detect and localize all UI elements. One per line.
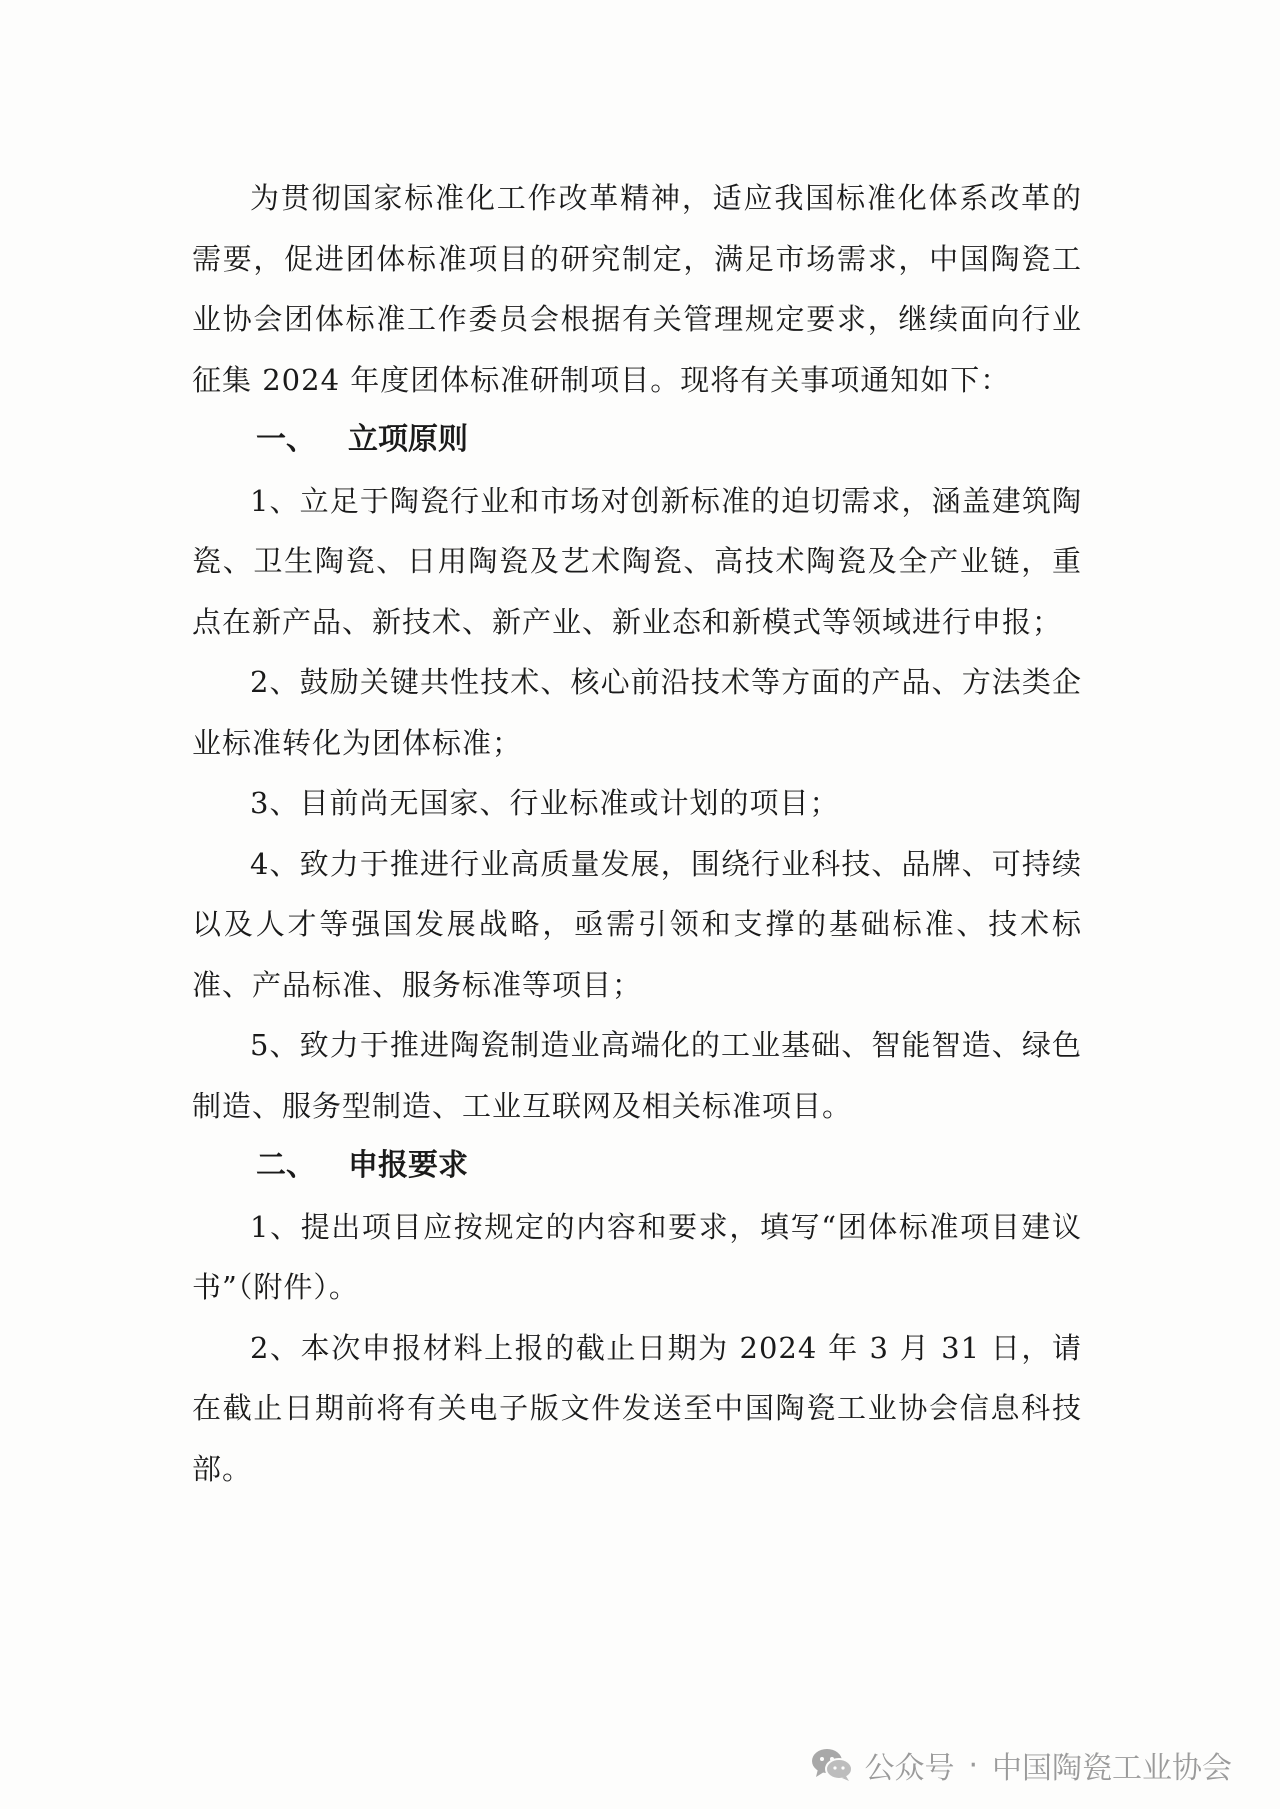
watermark-account-name: 中国陶瓷工业协会	[992, 1751, 1232, 1786]
section-number: 二、	[256, 1148, 316, 1183]
principle-item-2: 2、鼓励关键共性技术、核心前沿技术等方面的产品、方法类企业标准转化为团体标准；	[192, 665, 1082, 760]
wechat-watermark	[810, 1743, 1232, 1787]
watermark-separator: ·	[968, 1747, 978, 1783]
principle-item-3: 3、目前尚无国家、行业标准或计划的项目；	[250, 786, 840, 820]
section-number: 一、	[256, 422, 316, 457]
intro-paragraph: 为贯彻国家标准化工作改革精神，适应我国标准化体系改革的需要，促进团体标准项目的研究制定，满足市场需求，中国陶瓷工业协会团体标准工作委员会根据有关管理规定要求，继续面向行业征集 2024 年度团体标准研制项目。现将有关事项通知如下：	[192, 181, 1082, 397]
section-title: 申报要求	[348, 1148, 468, 1183]
principle-item-5: 5、致力于推进陶瓷制造业高端化的工业基础、智能智造、绿色制造、服务型制造、工业互联网及相关标准项目。	[192, 1028, 1082, 1123]
principle-item-4: 4、致力于推进行业高质量发展，围绕行业科技、品牌、可持续以及人才等强国发展战略，亟需引领和支撑的基础标准、技术标准、产品标准、服务标准等项目；	[192, 846, 1082, 1002]
watermark-prefix: 公众号	[864, 1751, 955, 1786]
principle-item-1: 1、立足于陶瓷行业和市场对创新标准的迫切需求，涵盖建筑陶瓷、卫生陶瓷、日用陶瓷及艺术陶瓷、高技术陶瓷及全产业链，重点在新产品、新技术、新产业、新业态和新模式等领域进行申报；	[192, 483, 1082, 639]
section-heading-requirements	[192, 1136, 1082, 1197]
requirement-item-1: 1、提出项目应按规定的内容和要求，填写“团体标准项目建议书”（附件）。	[192, 1209, 1082, 1304]
section-title: 立项原则	[348, 422, 468, 457]
wechat-icon	[810, 1747, 854, 1783]
requirement-item-2: 2、本次申报材料上报的截止日期为 2024 年 3 月 31 日，请在截止日期前将有关电子版文件发送至中国陶瓷工业协会信息科技部。	[192, 1330, 1082, 1486]
document-body	[192, 168, 1082, 1499]
section-heading-principles	[192, 410, 1082, 471]
